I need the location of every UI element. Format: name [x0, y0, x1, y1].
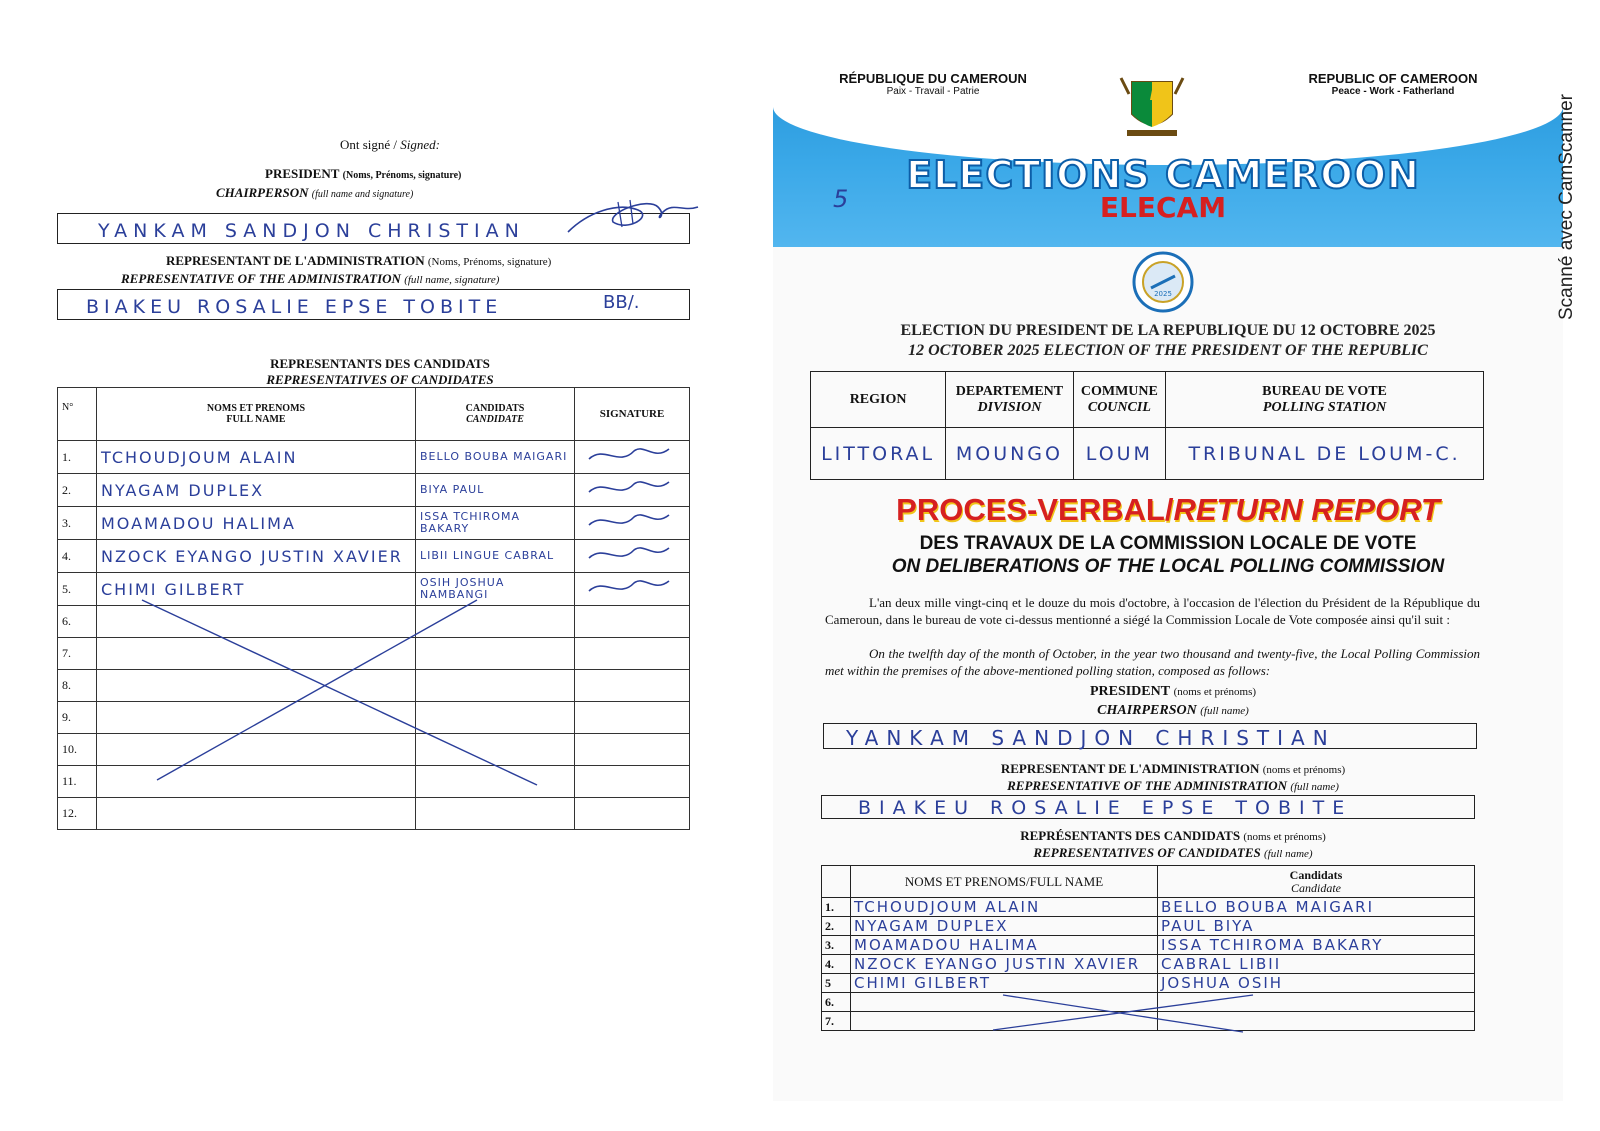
rp-chair-note: (full name)	[1200, 705, 1249, 717]
rp-cand-label-en: REPRESENTATIVES OF CANDIDATES	[1033, 845, 1261, 860]
admin-note-en: (full name, signature)	[404, 274, 500, 286]
rp-table-row	[822, 955, 1475, 974]
location-header-0	[811, 372, 946, 428]
table-row	[58, 507, 690, 540]
republic-en-motto: Peace - Work - Fatherland	[1331, 86, 1455, 97]
table-row	[58, 474, 690, 507]
col-names-header	[97, 388, 416, 441]
brand-title: ELECTIONS CAMEROON	[906, 153, 1420, 197]
election-title-fr: ELECTION DU PRESIDENT DE LA REPUBLIQUE DU 12 OCTOBRE 2025	[900, 322, 1436, 339]
rp-cross-out-mark	[973, 990, 1273, 1040]
chairperson-heading	[216, 185, 413, 201]
president-name: YANKAM SANDJON CHRISTIAN	[98, 220, 525, 242]
admin-heading	[166, 253, 551, 269]
president-heading	[265, 166, 461, 182]
rp-table-row	[822, 898, 1475, 917]
location-header-fr: BUREAU DE VOTE	[1262, 383, 1387, 399]
row-name: NZOCK EYANGO JUSTIN XAVIER	[97, 540, 416, 573]
rp-table-row	[822, 917, 1475, 936]
col-names-label-en: FULL NAME	[226, 414, 286, 425]
subtitle-fr: DES TRAVAUX DE LA COMMISSION LOCALE DE VOTE	[919, 533, 1417, 554]
row-signature	[575, 441, 690, 474]
rp-row-number: 5	[822, 974, 851, 993]
row-candidate: BELLO BOUBA MAIGARI	[416, 441, 575, 474]
rp-row-candidate: ISSA TCHIROMA BAKARY	[1158, 936, 1475, 955]
location-header-row	[811, 372, 1484, 428]
rp-president-name: YANKAM SANDJON CHRISTIAN	[846, 726, 1336, 750]
location-value-row	[811, 428, 1484, 480]
rp-admin-heading-en	[913, 778, 1433, 794]
col-candidates-label: CANDIDATS	[465, 403, 525, 414]
location-header-en: DIVISION	[977, 399, 1042, 415]
row-name: CHIMI GILBERT	[97, 573, 416, 606]
row-name: MOAMADOU HALIMA	[97, 507, 416, 540]
rp-admin-label: REPRESENTANT DE L'ADMINISTRATION	[1000, 761, 1260, 776]
row-signature	[575, 507, 690, 540]
location-header-3	[1166, 372, 1484, 428]
watermark-text: Scanné avec CamScanner	[1556, 93, 1577, 320]
signature-scribble	[579, 540, 679, 568]
rp-table-header-row	[822, 866, 1475, 898]
rp-cand-label: REPRÉSENTANTS DES CANDIDATS	[1020, 828, 1241, 843]
row-number: 12.	[58, 798, 97, 830]
rp-row-name: NZOCK EYANGO JUSTIN XAVIER	[851, 955, 1158, 974]
rp-chair-heading	[973, 703, 1373, 719]
col-names-label: NOMS ET PRENOMS	[206, 403, 306, 414]
admin-heading-en	[121, 271, 499, 287]
col-signature-header: SIGNATURE	[575, 388, 690, 441]
rp-col-names-header: NOMS ET PRENOMS/FULL NAME	[851, 866, 1158, 898]
location-value-3: TRIBUNAL DE LOUM-C.	[1166, 428, 1484, 480]
rp-chair-label: CHAIRPERSON	[1097, 703, 1197, 718]
col-candidates-header	[416, 388, 575, 441]
col-candidates-label-en: CANDIDATE	[466, 414, 524, 425]
row-number: 6.	[58, 606, 97, 638]
table-row	[58, 441, 690, 474]
rp-president-note: (noms et prénoms)	[1173, 686, 1257, 698]
row-number: 7.	[58, 638, 97, 670]
row-candidate: OSIH JOSHUA NAMBANGI	[416, 573, 575, 606]
elecam-seal-icon	[1131, 250, 1195, 314]
rp-row-number: 4.	[822, 955, 851, 974]
rp-president-label: PRESIDENT	[1089, 684, 1171, 699]
row-candidate: ISSA TCHIROMA BAKARY	[416, 507, 575, 540]
left-page	[0, 0, 760, 1131]
admin-label-en: REPRESENTATIVE OF THE ADMINISTRATION	[121, 271, 401, 286]
svg-text:2025: 2025	[1154, 290, 1172, 298]
report-title	[793, 492, 1543, 528]
rp-admin-note: (noms et prénoms)	[1262, 764, 1346, 776]
chairperson-note: (full name and signature)	[311, 189, 414, 200]
rp-row-number: 1.	[822, 898, 851, 917]
chairperson-label: CHAIRPERSON	[216, 185, 309, 200]
rp-col-num-header	[822, 866, 851, 898]
rp-cand-heading-en	[913, 845, 1433, 861]
page-mark: 5	[833, 185, 849, 213]
signed-heading	[280, 137, 500, 153]
rp-cand-note-en: (full name)	[1264, 848, 1313, 860]
location-header-1	[946, 372, 1073, 428]
admin-name: BIAKEU ROSALIE EPSE TOBITE	[86, 296, 503, 318]
paragraph-en: On the twelfth day of the month of October, in the year two thousand and twenty-five, the Local Polling Commission met within the premises of the above-mentioned polling station, composed as follows:	[825, 646, 1480, 678]
rp-row-number: 7.	[822, 1012, 851, 1031]
brand-short: ELECAM	[1099, 191, 1227, 224]
row-candidate: LIBII LINGUE CABRAL	[416, 540, 575, 573]
rp-admin-name-box	[821, 795, 1475, 819]
admin-signature: BB/.	[603, 292, 640, 313]
row-name: TCHOUDJOUM ALAIN	[97, 441, 416, 474]
row-number: 9.	[58, 702, 97, 734]
republic-fr-motto: Paix - Travail - Patrie	[886, 86, 980, 97]
table-row	[58, 540, 690, 573]
coat-of-arms-icon	[1117, 72, 1187, 140]
signed-label: Ont signé /	[339, 137, 401, 152]
right-page	[773, 35, 1563, 1101]
table-header-row	[58, 388, 690, 441]
rp-row-candidate: JOSHUA OSIH	[1158, 974, 1475, 993]
col-num-header: N°	[58, 388, 97, 441]
candidates-label: REPRESENTANTS DES CANDIDATS	[270, 356, 490, 371]
president-signature	[558, 192, 708, 248]
rp-admin-label-en: REPRESENTATIVE OF THE ADMINISTRATION	[1007, 778, 1288, 793]
signature-scribble	[579, 507, 679, 535]
president-name-box	[57, 213, 690, 244]
signature-scribble	[579, 474, 679, 502]
president-label: PRESIDENT	[265, 166, 340, 181]
rp-row-number: 3.	[822, 936, 851, 955]
subtitle-en: ON DELIBERATIONS OF THE LOCAL POLLING COMMISSION	[891, 556, 1445, 577]
rp-row-candidate: PAUL BIYA	[1158, 917, 1475, 936]
admin-name-box	[57, 289, 690, 320]
location-value-0: LITTORAL	[811, 428, 946, 480]
rp-col-cand-label: Candidats	[1289, 867, 1343, 882]
candidates-label-en: REPRESENTATIVES OF CANDIDATES	[266, 372, 494, 387]
admin-note: (Noms, Prénoms, signature)	[427, 256, 552, 268]
rp-row-number: 6.	[822, 993, 851, 1012]
location-header-en: POLLING STATION	[1262, 399, 1387, 415]
rp-admin-note-en: (full name)	[1290, 781, 1339, 793]
row-number: 3.	[58, 507, 97, 540]
row-number: 2.	[58, 474, 97, 507]
location-header-fr: REGION	[849, 391, 907, 407]
row-number: 11.	[58, 766, 97, 798]
cross-out-mark	[57, 570, 690, 830]
location-header-2	[1073, 372, 1165, 428]
rp-row-number: 2.	[822, 917, 851, 936]
rp-row-name: NYAGAM DUPLEX	[851, 917, 1158, 936]
republic-en	[1278, 71, 1508, 97]
rp-president-heading	[973, 684, 1373, 700]
admin-label: REPRESENTANT DE L'ADMINISTRATION	[166, 253, 425, 268]
rp-admin-heading	[913, 761, 1433, 777]
camscanner-watermark	[1556, 20, 1582, 320]
location-header-fr: DEPARTEMENT	[955, 383, 1064, 399]
president-note: (Noms, Prénoms, signature)	[342, 170, 462, 181]
location-header-en: COUNCIL	[1087, 399, 1151, 415]
rp-row-name: TCHOUDJOUM ALAIN	[851, 898, 1158, 917]
rp-col-cand-label-en: Candidate	[1291, 880, 1341, 895]
location-value-2: LOUM	[1073, 428, 1165, 480]
location-header-fr: COMMUNE	[1080, 383, 1158, 399]
signature-scribble	[579, 441, 679, 469]
republic-fr-title: RÉPUBLIQUE DU CAMEROUN	[839, 71, 1027, 86]
row-candidate: BIYA PAUL	[416, 474, 575, 507]
row-name: NYAGAM DUPLEX	[97, 474, 416, 507]
rp-row-name: MOAMADOU HALIMA	[851, 936, 1158, 955]
rp-row-name: CHIMI GILBERT	[851, 974, 1158, 993]
paragraph-fr: L'an deux mille vingt-cinq et le douze du mois d'octobre, à l'occasion de l'élection du Président de la République du Cameroun, dans le bureau de vote ci-dessus mentionné a siégé la Commission Locale de Vote composée ainsi qu'il suit :	[825, 595, 1480, 627]
election-title-en: 12 OCTOBER 2025 ELECTION OF THE PRESIDENT OF THE REPUBLIC	[908, 342, 1428, 359]
report-title-en: RETURN REPORT	[1173, 492, 1440, 527]
rp-admin-name: BIAKEU ROSALIE EPSE TOBITE	[858, 797, 1353, 819]
republic-en-title: REPUBLIC OF CAMEROON	[1308, 71, 1478, 86]
rp-row-candidate: BELLO BOUBA MAIGARI	[1158, 898, 1475, 917]
rp-col-cand-header	[1158, 866, 1475, 898]
row-signature	[575, 474, 690, 507]
row-number: 5.	[58, 573, 97, 606]
row-number: 4.	[58, 540, 97, 573]
candidates-heading	[200, 356, 560, 388]
rp-table-row	[822, 936, 1475, 955]
row-number: 1.	[58, 441, 97, 474]
rp-cand-note: (noms et prénoms)	[1243, 831, 1326, 843]
location-table	[810, 371, 1484, 480]
row-signature	[575, 540, 690, 573]
rp-row-candidate: CABRAL LIBII	[1158, 955, 1475, 974]
republic-fr	[813, 71, 1053, 97]
rp-cand-heading	[913, 828, 1433, 844]
report-title-fr: PROCES-VERBAL/	[896, 492, 1174, 527]
signed-label-en: Signed:	[400, 137, 441, 152]
location-value-1: MOUNGO	[946, 428, 1073, 480]
rp-president-name-box	[823, 723, 1477, 749]
row-number: 8.	[58, 670, 97, 702]
row-number: 10.	[58, 734, 97, 766]
